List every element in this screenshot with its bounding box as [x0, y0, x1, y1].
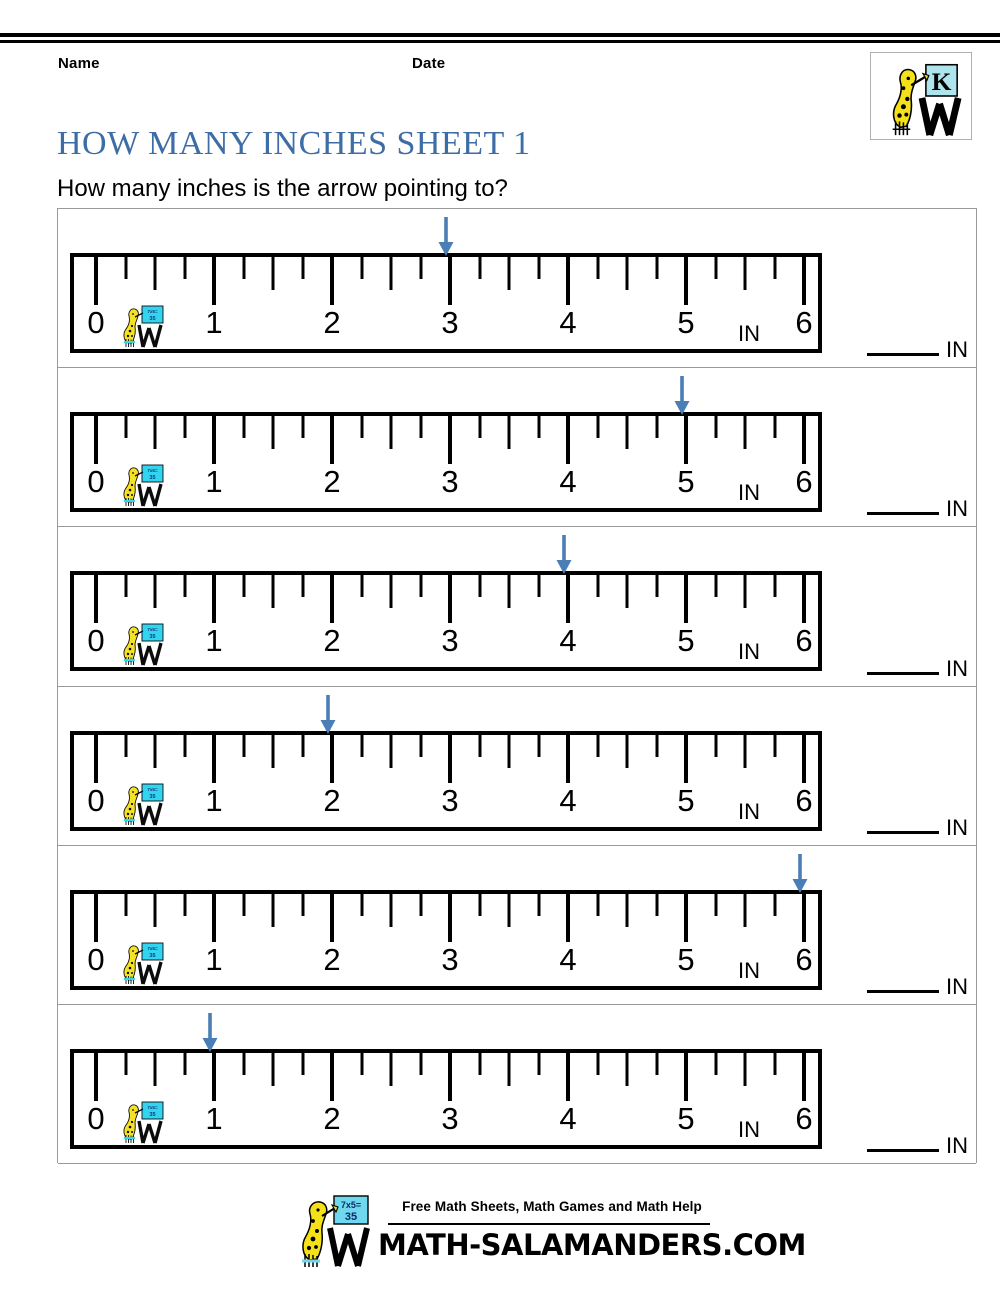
- footer-divider: [388, 1223, 710, 1225]
- ruler-tick-minor: [773, 894, 776, 916]
- ruler-tick-minor: [390, 257, 393, 290]
- svg-text:35: 35: [149, 634, 156, 641]
- ruler-tick-major: [448, 257, 452, 305]
- ruler: [70, 890, 822, 990]
- ruler: [70, 1049, 822, 1149]
- footer-site-url[interactable]: MATH-SALAMANDERS.COM: [378, 1228, 806, 1262]
- page-title: HOW MANY INCHES SHEET 1: [57, 125, 531, 162]
- ruler-watermark-logo: [118, 942, 166, 986]
- ruler-tick-major: [330, 575, 334, 623]
- top-rule-line-2: [0, 40, 1000, 43]
- ruler-tick-minor: [508, 894, 511, 927]
- ruler-number-label: 3: [441, 941, 459, 977]
- ruler-tick-minor: [596, 735, 599, 757]
- ruler-watermark-logo: [118, 305, 166, 349]
- ruler-tick-major: [566, 257, 570, 305]
- ruler-tick-major: [566, 416, 570, 464]
- svg-text:7x5=: 7x5=: [147, 309, 158, 314]
- ruler-number-label: 1: [205, 941, 223, 977]
- answer-input-blank[interactable]: [867, 990, 939, 993]
- ruler-tick-minor: [183, 575, 186, 597]
- problem-row: [58, 209, 976, 368]
- ruler-tick-minor: [478, 735, 481, 757]
- ruler-number-label: 0: [87, 623, 105, 659]
- answer-input-blank[interactable]: [867, 672, 939, 675]
- ruler-number-label: 6: [795, 305, 813, 340]
- top-rule: [0, 33, 1000, 45]
- ruler-scale: [74, 735, 818, 827]
- answer-area: [867, 973, 968, 999]
- ruler-number-label: 6: [795, 782, 813, 818]
- svg-text:7x5=: 7x5=: [147, 627, 158, 633]
- ruler-tick-minor: [124, 894, 127, 916]
- measurement-arrow: [790, 854, 810, 894]
- ruler-tick-minor: [773, 1053, 776, 1075]
- ruler-number-label: 5: [677, 1100, 695, 1136]
- ruler-tick-minor: [626, 894, 629, 927]
- ruler-number-label: 6: [795, 623, 813, 659]
- math-salamanders-watermark-icon: [118, 464, 166, 508]
- ruler-tick-minor: [419, 416, 422, 438]
- ruler-tick-minor: [714, 735, 717, 757]
- ruler-tick-minor: [301, 575, 304, 597]
- down-arrow-icon: [436, 217, 456, 257]
- ruler-watermark-logo: [118, 1101, 166, 1145]
- ruler-tick-minor: [773, 575, 776, 597]
- ruler: [70, 253, 822, 353]
- answer-input-blank[interactable]: [867, 1149, 939, 1152]
- ruler-tick-minor: [508, 575, 511, 608]
- worksheet-header: [0, 55, 1000, 100]
- ruler-tick-major: [566, 894, 570, 942]
- ruler-tick-major: [330, 735, 334, 783]
- ruler-tick-major: [94, 894, 98, 942]
- ruler-tick-minor: [242, 735, 245, 757]
- ruler-number-label: 4: [559, 782, 577, 818]
- ruler-tick-minor: [537, 1053, 540, 1075]
- ruler-tick-minor: [272, 416, 275, 449]
- ruler-tick-minor: [626, 1053, 629, 1086]
- ruler-number-label: 4: [559, 1100, 577, 1136]
- measurement-arrow: [554, 535, 574, 575]
- ruler-number-label: 1: [205, 623, 223, 659]
- ruler-tick-major: [684, 735, 688, 783]
- ruler-tick-minor: [272, 257, 275, 290]
- ruler-number-label: 3: [441, 464, 459, 500]
- ruler-tick-minor: [272, 735, 275, 768]
- answer-unit-label: IN: [946, 655, 968, 681]
- svg-text:7x5=: 7x5=: [147, 468, 158, 474]
- ruler-tick-major: [94, 416, 98, 464]
- ruler-tick-minor: [242, 257, 245, 279]
- ruler-scale: [74, 416, 818, 508]
- measurement-arrow: [436, 217, 456, 257]
- ruler-tick-minor: [154, 575, 157, 608]
- math-salamanders-watermark-icon: [118, 623, 166, 667]
- ruler-tick-major: [212, 894, 216, 942]
- ruler-tick-major: [802, 1053, 806, 1101]
- ruler-tick-minor: [626, 257, 629, 290]
- svg-text:35: 35: [149, 793, 156, 800]
- ruler-tick-minor: [242, 894, 245, 916]
- ruler-number-label: 2: [323, 305, 341, 340]
- answer-unit-label: IN: [946, 973, 968, 999]
- answer-unit-label: IN: [946, 496, 968, 522]
- ruler-tick-major: [448, 735, 452, 783]
- ruler-tick-minor: [537, 575, 540, 597]
- ruler-number-label: 4: [559, 464, 577, 500]
- ruler-tick-major: [330, 257, 334, 305]
- ruler-tick-minor: [390, 735, 393, 768]
- ruler-tick-minor: [272, 894, 275, 927]
- ruler: [70, 412, 822, 512]
- ruler-tick-minor: [183, 416, 186, 438]
- math-salamanders-watermark-icon: [118, 1101, 166, 1145]
- ruler-tick-minor: [242, 575, 245, 597]
- ruler-tick-major: [330, 894, 334, 942]
- ruler-tick-minor: [154, 735, 157, 768]
- ruler-tick-minor: [596, 257, 599, 279]
- ruler-tick-minor: [272, 1053, 275, 1086]
- math-salamanders-logo-icon: [290, 1192, 382, 1270]
- ruler-tick-major: [684, 894, 688, 942]
- ruler-tick-major: [330, 416, 334, 464]
- ruler-tick-minor: [537, 735, 540, 757]
- answer-area: [867, 814, 968, 840]
- ruler-tick-major: [684, 257, 688, 305]
- ruler-tick-minor: [596, 416, 599, 438]
- ruler-tick-major: [684, 416, 688, 464]
- problem-row: [58, 368, 976, 527]
- ruler-tick-major: [448, 416, 452, 464]
- ruler-tick-minor: [154, 257, 157, 290]
- ruler-tick-major: [448, 894, 452, 942]
- ruler-tick-major: [802, 735, 806, 783]
- ruler-number-label: 4: [559, 941, 577, 977]
- ruler-tick-minor: [626, 416, 629, 449]
- math-salamanders-watermark-icon: [118, 305, 166, 349]
- measurement-arrow: [318, 695, 338, 735]
- ruler-tick-minor: [655, 257, 658, 279]
- math-salamanders-k-logo-icon: [871, 53, 971, 139]
- ruler-unit-label: IN: [738, 480, 760, 506]
- ruler-tick-minor: [183, 1053, 186, 1075]
- ruler-tick-minor: [537, 257, 540, 279]
- ruler-scale: [74, 257, 818, 349]
- ruler-number-label: 0: [87, 782, 105, 818]
- problems-table: [57, 208, 977, 1163]
- down-arrow-icon: [318, 695, 338, 735]
- ruler-tick-minor: [714, 575, 717, 597]
- ruler-tick-minor: [596, 1053, 599, 1075]
- ruler-tick-minor: [360, 416, 363, 438]
- ruler-number-label: 2: [323, 1100, 341, 1136]
- answer-input-blank[interactable]: [867, 512, 939, 515]
- ruler-tick-major: [566, 575, 570, 623]
- ruler-tick-major: [212, 1053, 216, 1101]
- ruler-tick-major: [212, 575, 216, 623]
- ruler: [70, 571, 822, 671]
- problem-row: [58, 1005, 976, 1164]
- ruler-tick-major: [566, 1053, 570, 1101]
- ruler-number-label: 4: [559, 305, 577, 340]
- ruler-tick-minor: [744, 257, 747, 290]
- ruler-tick-minor: [183, 735, 186, 757]
- ruler-unit-label: IN: [738, 639, 760, 665]
- ruler-tick-minor: [360, 894, 363, 916]
- ruler-tick-major: [448, 1053, 452, 1101]
- page-subtitle: How many inches is the arrow pointing to?: [57, 175, 508, 202]
- ruler-tick-minor: [508, 416, 511, 449]
- ruler-tick-minor: [773, 735, 776, 757]
- ruler-tick-minor: [360, 257, 363, 279]
- footer-sign-bottom: 35: [344, 1211, 358, 1223]
- ruler-tick-minor: [124, 416, 127, 438]
- ruler-tick-minor: [655, 1053, 658, 1075]
- ruler-tick-minor: [360, 1053, 363, 1075]
- ruler-tick-minor: [419, 1053, 422, 1075]
- ruler-unit-label: IN: [738, 321, 760, 346]
- ruler-tick-minor: [390, 575, 393, 608]
- problem-row: [58, 846, 976, 1005]
- ruler-tick-minor: [508, 257, 511, 290]
- ruler-number-label: 2: [323, 782, 341, 818]
- ruler-number-label: 6: [795, 1100, 813, 1136]
- problem-row: [58, 687, 976, 846]
- down-arrow-icon: [672, 376, 692, 416]
- ruler-number-label: 0: [87, 941, 105, 977]
- ruler-tick-minor: [301, 894, 304, 916]
- ruler-tick-minor: [596, 894, 599, 916]
- math-salamanders-watermark-icon: [118, 942, 166, 986]
- ruler-tick-minor: [655, 894, 658, 916]
- page-footer: [0, 1186, 1000, 1276]
- ruler-tick-major: [684, 575, 688, 623]
- ruler-number-label: 4: [559, 623, 577, 659]
- ruler-tick-minor: [419, 894, 422, 916]
- answer-input-blank[interactable]: [867, 831, 939, 834]
- ruler-tick-minor: [655, 735, 658, 757]
- problem-row: [58, 527, 976, 686]
- ruler-tick-minor: [744, 1053, 747, 1086]
- ruler-tick-minor: [478, 416, 481, 438]
- answer-unit-label: IN: [946, 337, 968, 363]
- ruler-scale: [74, 894, 818, 986]
- ruler-number-label: 0: [87, 464, 105, 500]
- ruler-tick-minor: [124, 735, 127, 757]
- ruler-number-label: 6: [795, 464, 813, 500]
- ruler-tick-minor: [242, 1053, 245, 1075]
- ruler-number-label: 3: [441, 623, 459, 659]
- ruler-tick-major: [684, 1053, 688, 1101]
- ruler-number-label: 3: [441, 305, 459, 340]
- svg-text:35: 35: [149, 475, 156, 482]
- ruler-number-label: 5: [677, 782, 695, 818]
- ruler-unit-label: IN: [738, 957, 760, 983]
- measurement-arrow: [200, 1013, 220, 1053]
- ruler-tick-minor: [419, 257, 422, 279]
- answer-input-blank[interactable]: [867, 353, 939, 356]
- ruler-tick-minor: [655, 416, 658, 438]
- ruler-tick-minor: [154, 416, 157, 449]
- ruler-tick-minor: [537, 416, 540, 438]
- ruler-tick-minor: [390, 1053, 393, 1086]
- ruler-tick-major: [212, 735, 216, 783]
- ruler-tick-major: [802, 416, 806, 464]
- ruler-tick-minor: [714, 894, 717, 916]
- ruler-number-label: 2: [323, 941, 341, 977]
- ruler-number-label: 1: [205, 305, 223, 340]
- measurement-arrow: [672, 376, 692, 416]
- ruler-number-label: 3: [441, 782, 459, 818]
- ruler-tick-minor: [242, 416, 245, 438]
- ruler-number-label: 5: [677, 623, 695, 659]
- ruler-watermark-logo: [118, 464, 166, 508]
- ruler-tick-minor: [301, 416, 304, 438]
- ruler-tick-major: [802, 257, 806, 305]
- ruler-number-label: 5: [677, 305, 695, 340]
- ruler-tick-minor: [183, 257, 186, 279]
- ruler-tick-minor: [655, 575, 658, 597]
- down-arrow-icon: [790, 854, 810, 894]
- ruler-tick-minor: [744, 416, 747, 449]
- down-arrow-icon: [200, 1013, 220, 1053]
- ruler-tick-minor: [714, 1053, 717, 1075]
- ruler-tick-major: [802, 575, 806, 623]
- ruler-number-label: 0: [87, 1100, 105, 1136]
- ruler-number-label: 3: [441, 1100, 459, 1136]
- ruler-tick-minor: [714, 257, 717, 279]
- ruler-tick-minor: [744, 735, 747, 768]
- ruler-tick-minor: [537, 894, 540, 916]
- svg-text:35: 35: [149, 952, 156, 959]
- svg-text:K: K: [931, 68, 952, 97]
- ruler-watermark-logo: [118, 623, 166, 667]
- svg-text:35: 35: [149, 316, 156, 322]
- svg-text:7x5=: 7x5=: [147, 945, 158, 951]
- ruler: [70, 731, 822, 831]
- footer-tagline: Free Math Sheets, Math Games and Math Help: [402, 1199, 702, 1214]
- top-rule-line-1: [0, 33, 1000, 37]
- ruler-tick-major: [212, 257, 216, 305]
- ruler-scale: [74, 1053, 818, 1145]
- ruler-tick-major: [94, 735, 98, 783]
- ruler-tick-minor: [124, 1053, 127, 1075]
- ruler-number-label: 2: [323, 464, 341, 500]
- ruler-tick-minor: [183, 894, 186, 916]
- ruler-number-label: 0: [87, 305, 105, 340]
- answer-unit-label: IN: [946, 814, 968, 840]
- ruler-tick-major: [566, 735, 570, 783]
- footer-sign-top: 7x5=: [340, 1200, 362, 1210]
- ruler-number-label: 6: [795, 941, 813, 977]
- date-label: Date: [412, 55, 446, 72]
- answer-unit-label: IN: [946, 1133, 968, 1159]
- ruler-tick-minor: [360, 575, 363, 597]
- ruler-tick-minor: [478, 575, 481, 597]
- ruler-tick-minor: [301, 257, 304, 279]
- ruler-tick-minor: [714, 416, 717, 438]
- ruler-tick-minor: [478, 894, 481, 916]
- math-salamanders-watermark-icon: [118, 783, 166, 827]
- ruler-tick-minor: [124, 575, 127, 597]
- ruler-tick-minor: [744, 894, 747, 927]
- ruler-number-label: 1: [205, 1100, 223, 1136]
- name-label: Name: [58, 55, 100, 72]
- ruler-tick-major: [212, 416, 216, 464]
- footer-logo: [290, 1192, 382, 1270]
- svg-text:7x5=: 7x5=: [147, 1104, 158, 1110]
- ruler-number-label: 2: [323, 623, 341, 659]
- ruler-tick-major: [94, 257, 98, 305]
- ruler-number-label: 5: [677, 941, 695, 977]
- svg-text:7x5=: 7x5=: [147, 786, 158, 792]
- ruler-tick-minor: [596, 575, 599, 597]
- ruler-tick-minor: [272, 575, 275, 608]
- ruler-tick-minor: [124, 257, 127, 279]
- ruler-tick-major: [448, 575, 452, 623]
- ruler-number-label: 1: [205, 782, 223, 818]
- ruler-tick-minor: [508, 735, 511, 768]
- ruler-tick-minor: [478, 1053, 481, 1075]
- ruler-tick-major: [802, 894, 806, 942]
- ruler-tick-minor: [301, 735, 304, 757]
- answer-area: [867, 339, 968, 361]
- ruler-tick-minor: [419, 735, 422, 757]
- ruler-tick-minor: [773, 257, 776, 279]
- ruler-tick-minor: [478, 257, 481, 279]
- ruler-tick-minor: [154, 1053, 157, 1086]
- ruler-watermark-logo: [118, 783, 166, 827]
- ruler-tick-minor: [773, 416, 776, 438]
- ruler-unit-label: IN: [738, 798, 760, 824]
- ruler-tick-minor: [390, 416, 393, 449]
- ruler-tick-minor: [360, 735, 363, 757]
- ruler-tick-minor: [744, 575, 747, 608]
- answer-area: [867, 1135, 968, 1157]
- ruler-number-label: 1: [205, 464, 223, 500]
- ruler-tick-minor: [154, 894, 157, 927]
- corner-logo: [870, 52, 972, 140]
- ruler-tick-minor: [419, 575, 422, 597]
- ruler-tick-minor: [301, 1053, 304, 1075]
- ruler-number-label: 5: [677, 464, 695, 500]
- down-arrow-icon: [554, 535, 574, 575]
- ruler-tick-major: [94, 1053, 98, 1101]
- ruler-unit-label: IN: [738, 1116, 760, 1142]
- ruler-tick-major: [94, 575, 98, 623]
- answer-area: [867, 498, 968, 520]
- ruler-scale: [74, 575, 818, 667]
- ruler-tick-major: [330, 1053, 334, 1101]
- answer-area: [867, 655, 968, 681]
- ruler-tick-minor: [626, 575, 629, 608]
- ruler-tick-minor: [626, 735, 629, 768]
- ruler-tick-minor: [508, 1053, 511, 1086]
- svg-text:35: 35: [149, 1111, 156, 1118]
- ruler-tick-minor: [390, 894, 393, 927]
